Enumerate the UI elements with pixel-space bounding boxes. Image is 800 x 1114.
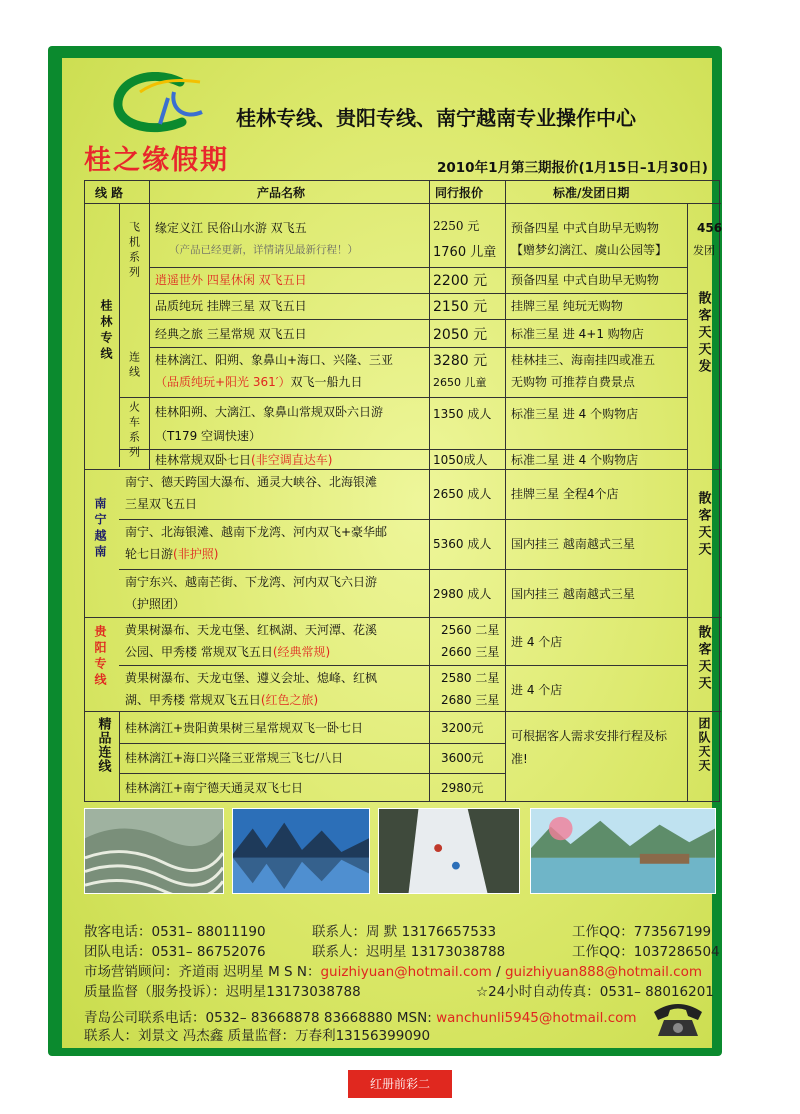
sub-link: 连线 <box>127 351 141 381</box>
contact-group-qq: 工作QQ：1037286504 <box>572 944 720 960</box>
guiyang-daily: 散客天天 <box>695 625 711 693</box>
msn-email-1[interactable]: guizhiyuan@hotmail.com <box>320 964 492 980</box>
guiyang-row0-price2: 2660 三星 <box>441 645 500 659</box>
guilin-row0-price: 2250 元 <box>433 219 480 233</box>
sub-train: 火车系列 <box>127 401 141 461</box>
guiyang-row0-price: 2560 二星 <box>441 623 500 637</box>
contact-fit-phone: 散客电话：0531– 88011190 <box>84 924 266 940</box>
nanning-daily: 散客天天 <box>695 491 711 559</box>
guilin-daily: 散客天天发 <box>695 291 711 376</box>
guilin-row3-price: 2050 元 <box>433 327 488 343</box>
premium-std: 可根据客人需求安排行程及标准! <box>511 729 668 766</box>
guilin-row0-note: （产品已经更新，详情请见最新行程！） <box>169 244 358 256</box>
brand-logo <box>110 72 208 134</box>
guilin-row4-line2: （品质纯玩+阳光 361′）双飞一船九日 <box>155 375 363 389</box>
contact-fax: ☆24小时自动传真：0531– 88016201 <box>476 984 714 1000</box>
guilin-row5-std: 标准三星 进 4 个购物店 <box>511 407 639 421</box>
guilin-row1-name: 逍遥世外 四星休闲 双飞五日 <box>155 273 307 287</box>
photo-waterfall <box>378 808 520 894</box>
contact-fit-qq: 工作QQ：773567199 <box>572 924 712 940</box>
col-price: 同行报价 <box>435 186 484 200</box>
guilin-row4-std: 桂林挂三、海南挂四或准五 <box>511 353 656 367</box>
price-period: 2010年1月第三期报价(1月15日–1月30日) <box>437 160 708 176</box>
premium-row1-name: 桂林漓江+海口兴隆三亚常规三飞七/八日 <box>125 751 344 765</box>
contact-quality: 质量监督（服务投诉）：迟明星13173038788 <box>84 984 361 1000</box>
guilin-row4-price: 3280 元 <box>433 353 488 369</box>
contact-group-person: 联系人：迟明星 13173038788 <box>312 944 506 960</box>
nanning-row2-note: （护照团） <box>125 597 186 611</box>
contact-qingdao: 青岛公司联系电话：0532– 83668878 83668880 MSN: wanchunli5945@hotmail.com <box>84 1010 637 1026</box>
premium-row0-name: 桂林漓江+贵阳黄果树三星常规双飞一卧七日 <box>125 721 364 735</box>
guilin-row4-price2: 2650 儿童 <box>433 376 487 389</box>
sub-fly: 飞机系列 <box>127 221 141 281</box>
guilin-group: 456 <box>697 221 723 235</box>
nanning-row1-line2: 轮七日游(非护照) <box>125 547 219 561</box>
premium-row0-price: 3200元 <box>441 721 484 735</box>
guilin-row1-std: 预备四星 中式自助早无购物 <box>511 273 659 287</box>
telephone-icon <box>650 998 706 1038</box>
nanning-row1-std: 国内挂三 越南越式三星 <box>511 537 635 551</box>
contact-qingdao-person: 联系人：刘景文 冯杰鑫 质量监督：万春利13156399090 <box>84 1028 431 1044</box>
headline: 桂林专线、贵阳专线、南宁越南专业操作中心 <box>236 106 636 130</box>
section-guilin: 桂林专线 <box>99 299 113 363</box>
guilin-row0-name: 缘定义江 民俗山水游 双飞五 <box>155 221 307 235</box>
brand-name: 桂之缘假期 <box>84 145 229 176</box>
photo-karst-river <box>232 808 370 894</box>
col-product: 产品名称 <box>257 186 306 200</box>
guiyang-row0-std: 进 4 个店 <box>511 635 563 649</box>
guilin-row3-std: 标准三星 进 4+1 购物店 <box>511 327 644 341</box>
guilin-row0-price2: 1760 儿童 <box>433 245 497 260</box>
guiyang-row1-name: 黄果树瀑布、天龙屯堡、遵义会址、熄峰、红枫 <box>125 671 378 685</box>
guilin-row2-name: 品质纯玩 挂牌三星 双飞五日 <box>155 299 307 313</box>
guilin-row5-name: 桂林阳朔、大漓江、象鼻山常规双卧六日游 <box>155 405 384 419</box>
nanning-row2-name: 南宁东兴、越南芒街、下龙湾、河内双飞六日游 <box>125 575 378 589</box>
guilin-row6-name: 桂林常规双卧七日(非空调直达车) <box>155 453 333 467</box>
guiyang-row1-line2: 湖、甲秀楼 常规双飞五日(红色之旅) <box>125 693 319 707</box>
nanning-row0-std: 挂牌三星 全程4个店 <box>511 487 619 501</box>
photo-terraces <box>84 808 224 894</box>
guilin-row4-std2: 无购物 可推荐自费景点 <box>511 375 635 389</box>
guilin-group2: 发团 <box>693 244 715 257</box>
premium-daily: 团队天天 <box>697 717 711 773</box>
section-nanning: 南宁越南 <box>93 497 107 561</box>
guilin-row0-std2: 【赠梦幻漓江、虞山公园等】 <box>511 243 668 257</box>
guilin-row5-price: 1350 成人 <box>433 407 492 421</box>
price-table <box>84 180 723 802</box>
col-route: 线 路 <box>95 186 124 200</box>
guiyang-row0-name: 黄果树瀑布、天龙屯堡、红枫湖、天河潭、花溪 <box>125 623 378 637</box>
nanning-row2-price: 2980 成人 <box>433 587 492 601</box>
guilin-row4-name: 桂林漓江、阳朔、象鼻山+海口、兴隆、三亚 <box>155 353 394 367</box>
premium-row2-name: 桂林漓江+南宁德天通灵双飞七日 <box>125 781 304 795</box>
col-standard: 标准/发团日期 <box>553 186 630 200</box>
contact-msn-line: 市场营销顾问：齐道雨 迟明星 M S N：guizhiyuan@hotmail.com / guizhiyuan888@hotmail.com <box>84 964 703 980</box>
page-tab: 红册前彩二 <box>348 1070 452 1098</box>
guilin-row2-price: 2150 元 <box>433 299 488 315</box>
msn-email-2[interactable]: guizhiyuan888@hotmail.com <box>504 964 703 980</box>
contact-fit-person: 联系人：周 默 13176657533 <box>312 924 497 940</box>
section-guiyang: 贵阳专线 <box>93 625 107 689</box>
premium-row2-price: 2980元 <box>441 781 484 795</box>
guilin-row3-name: 经典之旅 三星常规 双飞五日 <box>155 327 307 341</box>
guiyang-row1-price2: 2680 三星 <box>441 693 500 707</box>
nanning-row1-name: 南宁、北海银滩、越南下龙湾、河内双飞+豪华邮 <box>125 525 388 539</box>
nanning-row2-std: 国内挂三 越南越式三星 <box>511 587 635 601</box>
guilin-row0-std: 预备四星 中式自助早无购物 <box>511 221 659 235</box>
nanning-row1-price: 5360 成人 <box>433 537 492 551</box>
section-premium: 精品连线 <box>95 717 111 773</box>
nanning-row0-price: 2650 成人 <box>433 487 492 501</box>
guilin-row6-price: 1050成人 <box>433 453 488 467</box>
guiyang-row1-price: 2580 二星 <box>441 671 500 685</box>
contact-group-phone: 团队电话：0531– 86752076 <box>84 944 266 960</box>
photo-village <box>530 808 716 894</box>
guilin-row5-note: （T179 空调快速） <box>155 429 262 443</box>
nanning-row0-name: 南宁、德天跨国大瀑布、通灵大峡谷、北海银滩 <box>125 475 378 489</box>
nanning-row0-name2: 三星双飞五日 <box>125 497 198 511</box>
guiyang-row0-line2: 公园、甲秀楼 常规双飞五日(经典常规) <box>125 645 331 659</box>
guilin-row1-price: 2200 元 <box>433 273 488 289</box>
guiyang-row1-std: 进 4 个店 <box>511 683 563 697</box>
qingdao-email[interactable]: wanchunli5945@hotmail.com <box>436 1010 637 1026</box>
guilin-row2-std: 挂牌三星 纯玩无购物 <box>511 299 623 313</box>
guilin-row6-std: 标准二星 进 4 个购物店 <box>511 453 639 467</box>
premium-row1-price: 3600元 <box>441 751 484 765</box>
